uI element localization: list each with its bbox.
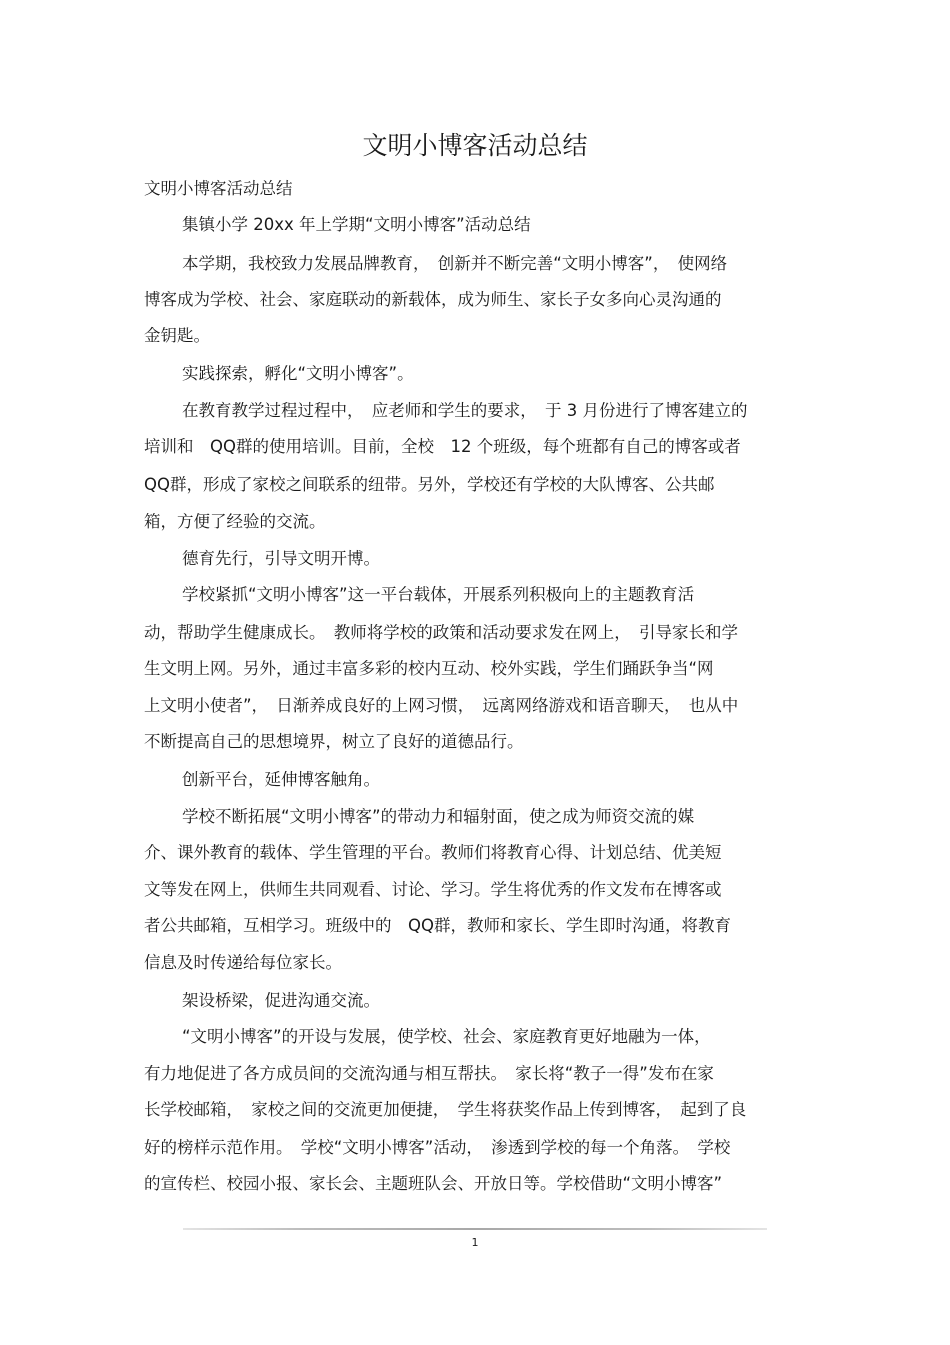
text-line: 不断提高自己的思想境界，树立了良好的道德品行。	[144, 732, 524, 751]
page-number: 1	[471, 1236, 479, 1249]
text-line: 信息及时传递给每位家长。	[144, 953, 342, 972]
text-line: 有力地促进了各方成员间的交流沟通与相互帮扶。 家长将“教子一得”发布在家	[144, 1064, 714, 1083]
text-line: 本学期，我校致力发展品牌教育， 创新并不断完善“文明小博客”， 使网络	[182, 254, 728, 273]
text-line: 上文明小使者”， 日渐养成良好的上网习惯， 远离网络游戏和语音聊天， 也从中	[144, 696, 739, 715]
footer-divider	[183, 1228, 767, 1230]
text-line: 金钥匙。	[144, 326, 210, 345]
text-line: 博客成为学校、社会、家庭联动的新载体，成为师生、家长子女多向心灵沟通的	[144, 290, 722, 309]
text-line: 长学校邮箱， 家校之间的交流更加便捷， 学生将获奖作品上传到博客， 起到了良	[144, 1100, 747, 1119]
text-line: 动，帮助学生健康成长。 教师将学校的政策和活动要求发在网上， 引导家长和学	[144, 623, 738, 642]
text-line: 箱，方便了经验的交流。	[144, 512, 326, 531]
text-line: 文等发在网上，供师生共同观看、讨论、学习。学生将优秀的作文发布在博客或	[144, 880, 722, 899]
text-line: 在教育教学过程过程中， 应老师和学生的要求， 于 3 月份进行了博客建立的	[182, 401, 748, 420]
section-heading: 架设桥梁，促进沟通交流。	[182, 991, 380, 1010]
text-line: 介、课外教育的载体、学生管理的平台。教师们将教育心得、计划总结、优美短	[144, 843, 722, 862]
section-heading: 实践探索，孵化“文明小博客”。	[182, 364, 414, 383]
text-line: 好的榜样示范作用。 学校“文明小博客”活动， 渗透到学校的每一个角落。 学校	[144, 1138, 731, 1157]
text-line: 学校紧抓“文明小博客”这一平台载体，开展系列积极向上的主题教育活	[182, 585, 695, 604]
text-line: 者公共邮箱，互相学习。班级中的 QQ群，教师和家长、学生即时沟通，将教育	[144, 916, 731, 935]
section-heading: 创新平台，延伸博客触角。	[182, 770, 380, 789]
text-line: 集镇小学 20xx 年上学期“文明小博客”活动总结	[182, 215, 531, 234]
text-line: 的宣传栏、校园小报、家长会、主题班队会、开放日等。学校借助“文明小博客”	[144, 1174, 723, 1193]
text-line: 学校不断拓展“文明小博客”的带动力和辐射面，使之成为师资交流的媒	[182, 807, 695, 826]
subtitle-line: 文明小博客活动总结	[144, 179, 293, 198]
text-line: QQ群，形成了家校之间联系的纽带。另外，学校还有学校的大队博客、公共邮	[144, 475, 715, 494]
text-line: “文明小博客”的开设与发展，使学校、社会、家庭教育更好地融为一体，	[182, 1027, 711, 1046]
document-title: 文明小博客活动总结	[362, 131, 588, 160]
text-line: 生文明上网。另外，通过丰富多彩的校内互动、校外实践，学生们踊跃争当“网	[144, 659, 714, 678]
text-line: 培训和 QQ群的使用培训。目前，全校 12 个班级，每个班都有自己的博客或者	[144, 437, 741, 456]
section-heading: 德育先行，引导文明开博。	[182, 549, 380, 568]
